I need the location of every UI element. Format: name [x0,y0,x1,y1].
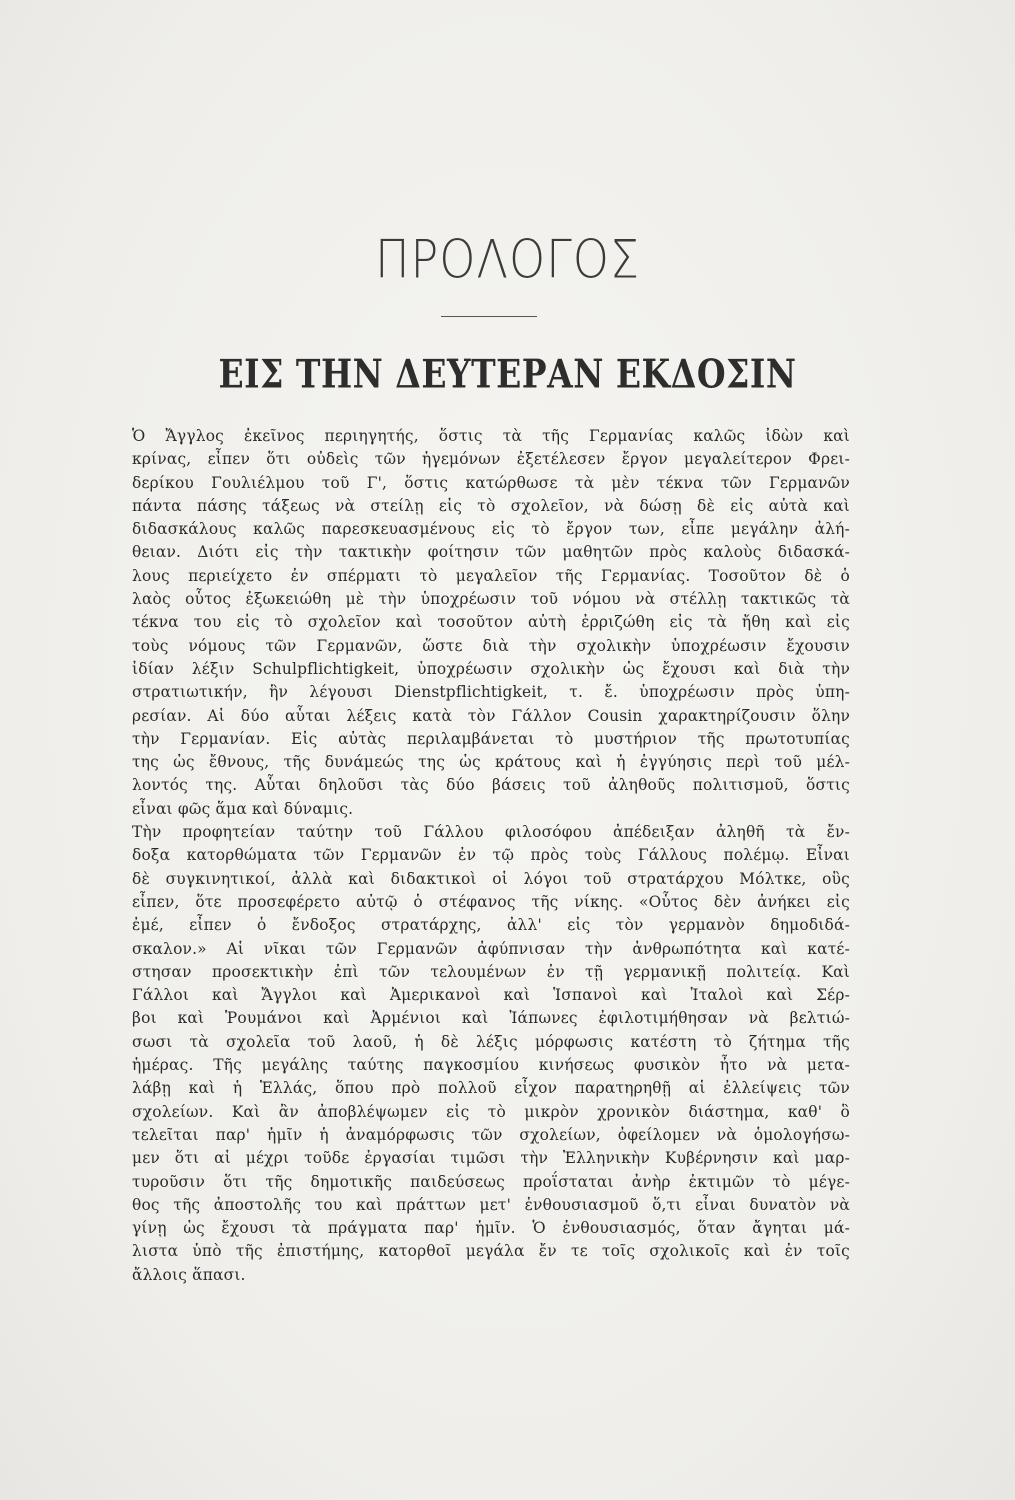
text-line: βοι καὶ Ῥουμάνοι καὶ Ἀρμένιοι καὶ Ἰάπωνες ἐφιλοτιμήθησαν νὰ βελτιώ- [132,1009,850,1028]
text-line: ἡμέρας. Τῆς μεγάλης ταύτης παγκοσμίου κινήσεως φυσικὸν ἦτο νὰ μετα- [132,1056,850,1075]
text-line: σκαλον.» Αἱ νῖκαι τῶν Γερμανῶν ἀφύπνισαν τὴν ἀνθρωπότητα καὶ κατέ- [132,939,850,958]
text-line: τοὺς νόμους τῶν Γερμανῶν, ὥστε διὰ τὴν σχολικὴν ὑποχρέωσιν ἔχουσιν [132,636,850,655]
text-line: Γάλλοι καὶ Ἄγγλοι καὶ Ἀμερικανοὶ καὶ Ἱσπανοὶ καὶ Ἰταλοὶ καὶ Σέρ- [132,986,850,1005]
text-line: τελεῖται παρ' ἡμῖν ἡ ἀναμόρφωσις τῶν σχολείων, ὀφείλομεν νὰ ὁμολογήσω- [132,1125,850,1144]
text-line: μεν ὅτι αἱ μέχρι τοῦδε ἐργασίαι τιμῶσι τὴν Ἑλληνικὴν Κυβέρνησιν καὶ μαρ- [132,1149,850,1168]
text-line: λαὸς οὗτος ἐξωκειώθη μὲ τὴν ὑποχρέωσιν τοῦ νόμου νὰ στέλλῃ τακτικῶς τὰ [132,590,850,609]
text-line: τυροῦσιν ὅτι τῆς δημοτικῆς παιδεύσεως προΐσταται ἀνὴρ ἐκτιμῶν τὸ μέγε- [132,1172,850,1191]
text-line: τέκνα του εἰς τὸ σχολεῖον καὶ τοσοῦτον αὐτὴ ἐρριζώθη εἰς τὰ ἤθη καὶ εἰς [132,613,850,632]
text-line: λιστα ὑπὸ τῆς ἐπιστήμης, κατορθοῖ μεγάλα ἔν τε τοῖς σχολικοῖς καὶ ἐν τοῖς [132,1242,850,1261]
text-line: Ὁ Ἄγγλος ἐκεῖνος περιηγητής, ὅστις τὰ τῆς Γερμανίας καλῶς ἰδὼν καὶ [132,427,850,445]
text-line: σωσι τὰ σχολεῖα τοῦ λαοῦ, ἡ δὲ λέξις μόρφωσις κατέστη τὸ ζήτημα τῆς [132,1032,850,1051]
text-line: κρίνας, εἶπεν ὅτι οὐδεὶς τῶν ἡγεμόνων ἐξετέλεσεν ἔργον μεγαλείτερον Φρει- [132,450,850,469]
text-line: ἄλλοις ἅπασι. [132,1265,246,1284]
text-line: στρατιωτικήν, ἣν λέγουσι Dienstpflichtigkeit, τ. ἔ. ὑποχρέωσιν πρὸς ὑπη- [132,683,850,702]
text-line: σχολείων. Καὶ ἂν ἀποβλέψωμεν εἰς τὸ μικρὸν χρονικὸν διάστημα, καθ' ὃ [132,1102,850,1121]
text-line: θειαν. Διότι εἰς τὴν τακτικὴν φοίτησιν τῶν μαθητῶν πρὸς καλοὺς διδασκά- [132,543,850,562]
text-line: Τὴν προφητείαν ταύτην τοῦ Γάλλου φιλοσόφου ἀπέδειξαν ἀληθῆ τὰ ἔν- [132,823,850,842]
text-line: δοξα κατορθώματα τῶν Γερμανῶν ἐν τῷ πρὸς τοὺς Γάλλους πολέμῳ. Εἶναι [132,846,850,865]
text-line: τὴν Γερμανίαν. Εἰς αὐτὰς περιλαμβάνεται τὸ μυστήριον τῆς πρωτοτυπίας [132,729,850,748]
text-line: λοντός της. Αὗται δηλοῦσι τὰς δύο βάσεις τοῦ ἀληθοῦς πολιτισμοῦ, ὅστις [132,776,850,795]
page-subtitle: ΕΙΣ ΤΗΝ ΔΕΥΤΕΡΑΝ ΕΚΔΟΣΙΝ [218,350,797,397]
page-title: ΠΡΟΛΟΓΟΣ [374,227,641,291]
text-line: στησαν προσεκτικὴν ἐπὶ τῶν τελουμένων ἐν τῇ γερμανικῇ πολιτείᾳ. Καὶ [132,962,850,981]
text-line: ρεσίαν. Αἱ δύο αὗται λέξεις κατὰ τὸν Γάλλον Cousin χαρακτηρίζουσιν ὅλην [132,706,850,725]
text-line: της ὡς ἔθνους, τῆς δυνάμεώς της ὡς κράτους καὶ ἡ ἐγγύησις περὶ τοῦ μέλ- [132,753,850,772]
body-text [132,425,850,1287]
text-line: ἰδίαν λέξιν Schulpflichtigkeit, ὑποχρέωσιν σχολικὴν ὡς ἔχουσι καὶ διὰ τὴν [132,659,850,678]
text-line: λάβῃ καὶ ἡ Ἑλλάς, ὅπου πρὸ πολλοῦ εἶχον παρατηρηθῇ αἱ ἐλλείψεις τῶν [132,1079,850,1098]
text-line: δὲ συγκινητικοί, ἀλλὰ καὶ διδακτικοὶ οἱ λόγοι τοῦ στρατάρχου Μόλτκε, οὓς [132,869,850,888]
text-line: γίνῃ ὡς ἔχουσι τὰ πράγματα παρ' ἡμῖν. Ὁ ἐνθουσιασμός, ὅταν ἄγηται μά- [132,1219,850,1238]
title-divider [441,316,537,317]
text-line: εἶπεν, ὅτε προσεφέρετο αὐτῷ ὁ στέφανος τῆς νίκης. «Οὗτος δὲν ἀνήκει εἰς [132,892,850,911]
text-line: λους περιείχετο ἐν σπέρματι τὸ μεγαλεῖον τῆς Γερμανίας. Τοσοῦτον δὲ ὁ [132,566,850,585]
text-line: ἐμέ, εἶπεν ὁ ἔνδοξος στρατάρχης, ἀλλ' εἰς τὸν γερμανὸν δημοδιδά- [132,916,850,935]
text-line: διδασκάλους καλῶς παρεσκευασμένους εἰς τὸ ἔργον των, εἶπε μεγάλην ἀλή- [132,520,850,539]
text-line: δερίκου Γουλιέλμου τοῦ Γ', ὅστις κατώρθωσε τὰ μὲν τέκνα τῶν Γερμανῶν [132,473,850,492]
text-line: εἶναι φῶς ἅμα καὶ δύναμις. [132,799,354,818]
text-line: πάντα πάσης τάξεως νὰ στείλῃ εἰς τὸ σχολεῖον, νὰ δώσῃ δὲ εἰς αὐτὰ καὶ [132,496,850,515]
text-line: θος τῆς ἀποστολῆς του καὶ πράττων μετ' ἐνθουσιασμοῦ ὅ,τι εἶναι δυνατὸν νὰ [132,1195,850,1214]
